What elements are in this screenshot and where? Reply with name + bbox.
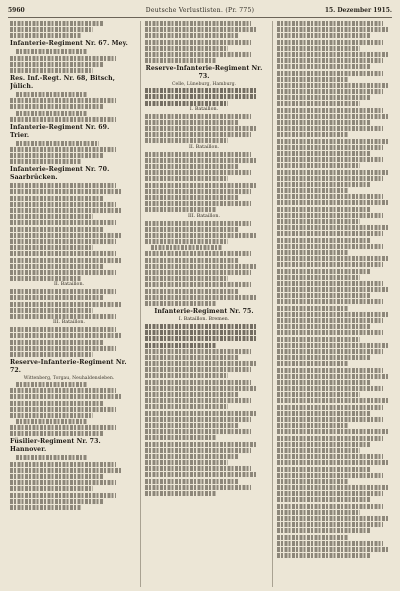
text-line xyxy=(145,289,239,294)
text-line xyxy=(10,302,122,307)
text-line xyxy=(277,318,383,323)
text-line xyxy=(277,392,360,397)
regiment-garrisons: Celle, Lüneburg, Hamburg. xyxy=(171,82,237,88)
text-line xyxy=(145,343,216,348)
text-line xyxy=(145,392,239,397)
text-line xyxy=(277,485,389,490)
text-line xyxy=(145,367,251,372)
text-line xyxy=(145,423,239,428)
text-line xyxy=(145,398,251,403)
text-line xyxy=(145,411,257,416)
text-line xyxy=(10,474,104,479)
page-number: 5960 xyxy=(8,7,25,14)
text-line xyxy=(277,528,371,533)
battalion-heading: II. Bataillon. xyxy=(188,144,220,150)
text-line xyxy=(10,258,122,263)
text-line xyxy=(277,40,383,45)
text-line xyxy=(277,361,348,366)
text-line xyxy=(145,301,216,306)
text-line xyxy=(145,176,228,181)
text-line xyxy=(277,188,348,193)
text-line xyxy=(145,27,257,32)
text-line xyxy=(145,448,251,453)
text-line xyxy=(10,33,81,38)
text-line xyxy=(277,417,383,422)
text-line xyxy=(277,324,371,329)
battalion-heading: I. Bataillon. Bremen. xyxy=(178,316,230,322)
text-line xyxy=(10,480,116,485)
text-line xyxy=(277,114,389,119)
text-line xyxy=(145,460,228,465)
text-line xyxy=(277,535,348,540)
text-line xyxy=(145,88,257,93)
text-line xyxy=(277,337,360,342)
text-line xyxy=(277,244,383,249)
text-line xyxy=(277,83,389,88)
text-line xyxy=(10,227,104,232)
text-line xyxy=(277,436,383,441)
text-line xyxy=(277,89,383,94)
text-line xyxy=(145,404,228,409)
text-line xyxy=(10,352,93,357)
text-line xyxy=(145,330,257,335)
text-line xyxy=(10,327,116,332)
text-line xyxy=(145,324,257,329)
text-line xyxy=(277,46,360,51)
regiment-heading: Reserve-Infanterie-Regiment Nr. 72. xyxy=(10,358,127,374)
text-line xyxy=(10,21,104,26)
text-line xyxy=(277,256,389,261)
text-line xyxy=(277,510,360,515)
text-line xyxy=(277,516,389,521)
text-line xyxy=(10,147,116,152)
text-line xyxy=(16,141,99,146)
text-line xyxy=(145,221,251,226)
text-line xyxy=(277,231,383,236)
text-line xyxy=(277,547,389,552)
text-line xyxy=(277,306,348,311)
text-line xyxy=(145,442,257,447)
text-line xyxy=(277,157,383,162)
text-line xyxy=(10,468,122,473)
text-line xyxy=(10,407,116,412)
text-line xyxy=(10,276,81,281)
text-line xyxy=(10,239,116,244)
text-line xyxy=(10,233,122,238)
text-line xyxy=(16,382,87,387)
text-line xyxy=(277,269,371,274)
text-line xyxy=(277,225,389,230)
header-rule xyxy=(8,17,392,18)
text-line xyxy=(10,251,116,256)
text-line xyxy=(277,213,383,218)
text-line xyxy=(10,117,116,122)
text-line xyxy=(277,541,383,546)
text-line xyxy=(277,330,383,335)
text-line xyxy=(277,250,348,255)
text-line xyxy=(145,120,239,125)
text-line xyxy=(16,49,87,54)
text-line xyxy=(10,183,116,188)
text-line xyxy=(145,170,251,175)
text-line xyxy=(277,343,389,348)
text-line xyxy=(277,299,383,304)
battalion-heading: III. Bataillon. xyxy=(52,320,85,326)
text-line xyxy=(277,479,348,484)
text-line xyxy=(145,227,239,232)
text-line xyxy=(277,423,348,428)
text-line xyxy=(10,413,93,418)
regiment-garrisons: Wittenberg, Torgau, Neuhaldensleben. xyxy=(23,375,115,381)
regiment-heading: Infanterie-Regiment Nr. 67. Mey. xyxy=(10,40,128,48)
text-line xyxy=(145,349,251,354)
text-line xyxy=(277,170,389,175)
regiment-heading: Infanterie-Regiment Nr. 70. Saarbrücken. xyxy=(10,166,110,182)
text-line xyxy=(145,472,257,477)
text-line xyxy=(145,101,228,106)
text-line xyxy=(145,258,239,263)
regiment-heading: Füsilier-Regiment Nr. 73. Hannover. xyxy=(10,438,101,454)
text-line xyxy=(145,126,257,131)
text-line xyxy=(10,394,122,399)
text-line xyxy=(277,21,383,26)
text-line xyxy=(10,208,122,213)
text-line xyxy=(277,207,371,212)
text-line xyxy=(277,52,389,57)
text-line xyxy=(277,95,371,100)
text-line xyxy=(10,289,116,294)
text-line xyxy=(145,373,228,378)
text-line xyxy=(10,486,93,491)
text-line xyxy=(145,491,216,496)
text-line xyxy=(145,361,257,366)
text-line xyxy=(277,163,360,168)
text-line xyxy=(277,380,371,385)
text-line xyxy=(277,71,383,76)
text-line xyxy=(10,401,104,406)
text-line xyxy=(145,479,239,484)
text-line xyxy=(145,94,257,99)
text-line xyxy=(151,245,222,250)
text-line xyxy=(10,153,104,158)
text-line xyxy=(145,52,251,57)
text-line xyxy=(145,355,239,360)
text-line xyxy=(145,152,251,157)
text-line xyxy=(10,462,116,467)
text-line xyxy=(10,202,116,207)
text-line xyxy=(277,281,383,286)
text-line xyxy=(277,312,389,317)
text-line xyxy=(16,419,87,424)
text-line xyxy=(145,454,239,459)
text-line xyxy=(10,340,104,345)
text-line xyxy=(277,145,383,150)
text-line xyxy=(145,58,216,63)
text-line xyxy=(10,388,116,393)
text-line xyxy=(277,398,389,403)
text-line xyxy=(145,386,257,391)
text-line xyxy=(145,435,216,440)
text-line xyxy=(277,405,383,410)
text-line xyxy=(277,553,371,558)
text-line xyxy=(277,262,383,267)
text-line xyxy=(277,219,360,224)
column-1 xyxy=(10,21,128,587)
text-line xyxy=(145,183,257,188)
text-line xyxy=(277,238,371,243)
text-line xyxy=(145,114,251,119)
text-line xyxy=(277,411,371,416)
page-title: Deutsche Verlustlisten. (Pr. 775) xyxy=(145,7,255,14)
text-line xyxy=(10,264,104,269)
text-line xyxy=(277,200,389,205)
text-line xyxy=(10,196,104,201)
text-line xyxy=(145,429,251,434)
text-line xyxy=(10,314,116,319)
text-line xyxy=(277,151,371,156)
text-line xyxy=(10,220,116,225)
text-line xyxy=(145,138,228,143)
text-line xyxy=(10,493,116,498)
text-line xyxy=(277,349,383,354)
text-line xyxy=(277,64,371,69)
text-line xyxy=(10,431,104,436)
text-line xyxy=(277,473,383,478)
text-line xyxy=(10,308,93,313)
text-line xyxy=(277,101,360,106)
text-line xyxy=(145,336,257,341)
text-line xyxy=(10,295,104,300)
text-line xyxy=(277,120,371,125)
text-line xyxy=(277,139,389,144)
page-header xyxy=(8,6,392,16)
text-line xyxy=(145,132,251,137)
text-line xyxy=(10,245,93,250)
text-line xyxy=(145,233,257,238)
text-line xyxy=(10,62,104,67)
text-line xyxy=(10,505,81,510)
text-line xyxy=(145,466,251,471)
text-line xyxy=(10,270,116,275)
regiment-heading: Infanterie-Regiment Nr. 75. xyxy=(154,307,254,315)
text-line xyxy=(10,214,93,219)
text-line xyxy=(145,46,228,51)
text-line xyxy=(277,497,371,502)
text-line xyxy=(10,346,116,351)
text-line xyxy=(145,270,251,275)
text-line xyxy=(145,276,228,281)
text-line xyxy=(277,194,383,199)
text-line xyxy=(277,460,389,465)
text-line xyxy=(145,264,257,269)
text-line xyxy=(145,195,239,200)
text-line xyxy=(16,111,87,116)
text-line xyxy=(10,68,93,73)
text-line xyxy=(277,275,360,280)
text-line xyxy=(277,132,348,137)
column-divider xyxy=(272,21,273,587)
regiment-heading: Reserve-Infanterie-Regiment Nr. 73. xyxy=(145,65,263,81)
text-line xyxy=(277,108,383,113)
column-divider xyxy=(140,21,141,587)
text-line xyxy=(145,207,216,212)
text-line xyxy=(277,355,371,360)
text-line xyxy=(145,158,257,163)
text-line xyxy=(277,491,383,496)
battalion-heading: III. Bataillon. xyxy=(187,213,220,219)
text-line xyxy=(145,33,239,38)
text-line xyxy=(10,98,116,103)
text-line xyxy=(16,455,87,460)
text-line xyxy=(10,104,104,109)
text-line xyxy=(277,448,360,453)
text-line xyxy=(10,425,116,430)
text-line xyxy=(277,126,383,131)
text-line xyxy=(16,92,87,97)
text-line xyxy=(10,499,104,504)
text-line xyxy=(145,251,251,256)
text-line xyxy=(10,159,81,164)
text-line xyxy=(145,380,251,385)
text-line xyxy=(145,282,251,287)
text-line xyxy=(145,295,257,300)
regiment-heading: Res. Inf.-Regt. Nr. 68, Bitsch, Jülich. xyxy=(10,74,116,90)
text-line xyxy=(145,485,251,490)
text-line xyxy=(10,333,122,338)
text-line xyxy=(145,189,251,194)
text-line xyxy=(277,182,371,187)
text-line xyxy=(277,27,389,32)
text-line xyxy=(10,189,122,194)
text-line xyxy=(10,27,93,32)
text-line xyxy=(145,40,251,45)
text-line xyxy=(277,522,383,527)
text-line xyxy=(277,386,383,391)
text-line xyxy=(10,56,116,61)
text-line xyxy=(277,374,389,379)
regiment-heading: Infanterie-Regiment Nr. 69. Trier. xyxy=(10,123,110,139)
text-line xyxy=(277,504,383,509)
text-line xyxy=(145,417,251,422)
text-line xyxy=(277,442,371,447)
text-line xyxy=(277,33,371,38)
page-date: 15. Dezember 1915. xyxy=(324,7,392,14)
text-line xyxy=(277,467,371,472)
text-line xyxy=(277,429,389,434)
column-3 xyxy=(277,21,395,587)
column-2 xyxy=(145,21,263,587)
battalion-heading: I. Bataillon. xyxy=(189,106,219,112)
text-line xyxy=(277,58,383,63)
text-line xyxy=(277,293,371,298)
text-line xyxy=(145,239,228,244)
text-line xyxy=(277,77,348,82)
text-line xyxy=(277,368,383,373)
battalion-heading: II. Bataillon. xyxy=(53,282,85,288)
text-line xyxy=(277,287,389,292)
text-line xyxy=(145,21,251,26)
text-line xyxy=(277,176,383,181)
text-line xyxy=(145,201,251,206)
text-line xyxy=(277,454,383,459)
text-line xyxy=(145,164,239,169)
